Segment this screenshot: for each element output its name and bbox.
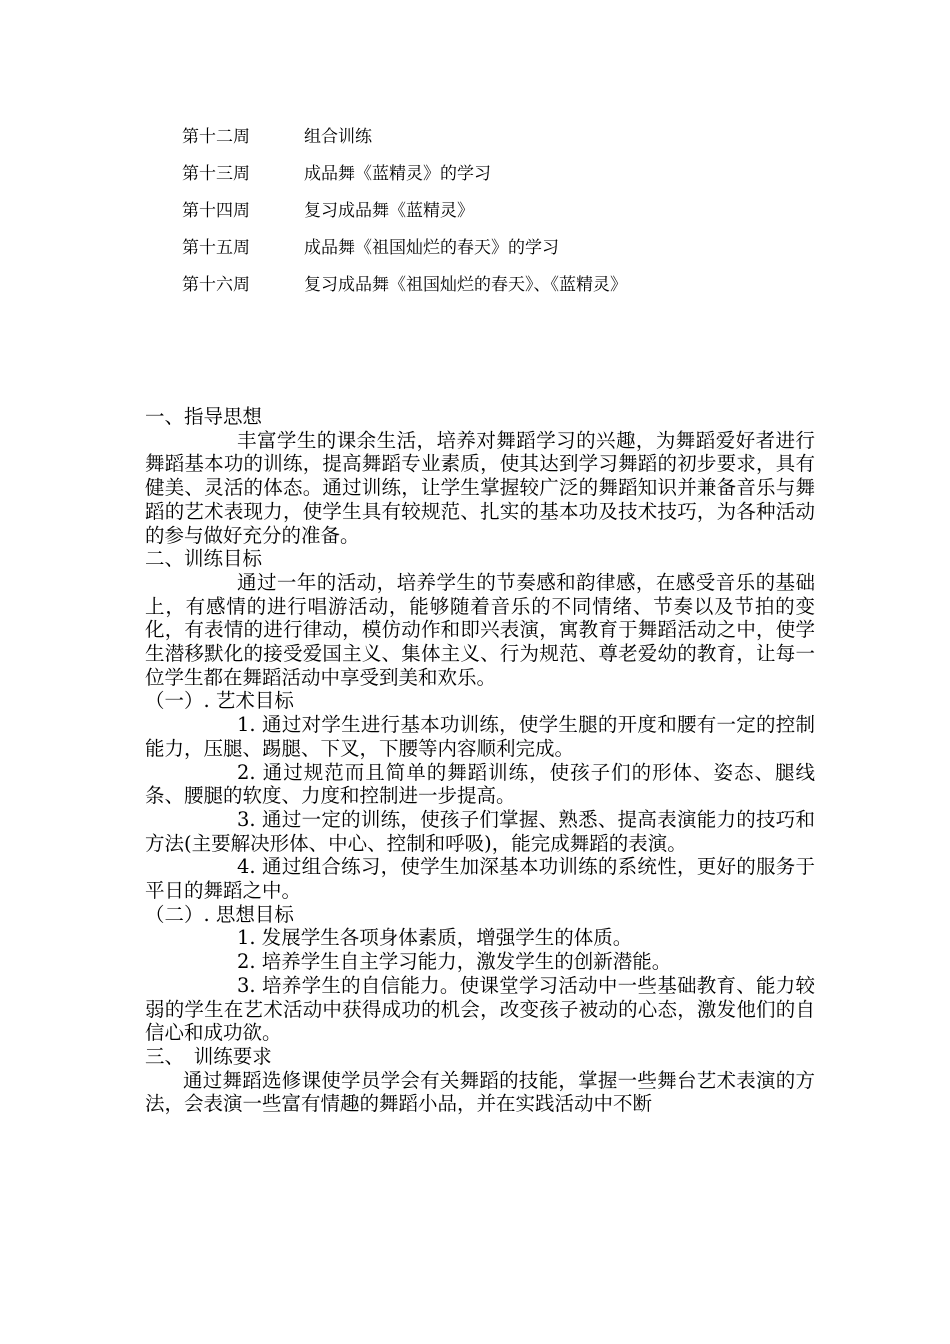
schedule-content: 复习成品舞《蓝精灵》 <box>304 201 474 221</box>
section-heading-goals: 二、训练目标 <box>145 547 263 571</box>
schedule-content: 成品舞《蓝精灵》的学习 <box>304 164 491 184</box>
schedule-row <box>182 161 627 198</box>
guiding-paragraph: 丰富学生的课余生活，培养对舞蹈学习的兴趣，为舞蹈爱好者进行舞蹈基本功的训练，提高舞蹈专业素质，使其达到学习舞蹈的初步要求，具有健美、灵活的体态。通过训练，让学生掌握较广泛的舞蹈知识并兼备音乐与舞蹈的艺术表现力，使学生具有较规范、扎实的基本功及技术技巧，为各种活动的参与做好充分的准备。 <box>145 428 815 547</box>
mind-goal-item: 1. 发展学生各项身体素质，增强学生的体质。 <box>237 926 633 950</box>
schedule-week: 第十五周 <box>182 238 250 258</box>
section-heading-guiding: 一、指导思想 <box>145 405 263 428</box>
section-heading-requirements: 三、 训练要求 <box>145 1044 272 1068</box>
art-goal-item: 1. 通过对学生进行基本功训练，使学生腿的开度和腰有一定的控制能力，压腿、踢腿、下叉，下腰等内容顺利完成。 <box>145 713 815 760</box>
document-body <box>145 405 815 1116</box>
mind-goals-heading: （二）. 思想目标 <box>145 902 294 926</box>
schedule-week: 第十六周 <box>182 275 250 295</box>
requirements-paragraph: 通过舞蹈选修课使学员学会有关舞蹈的技能，掌握一些舞台艺术表演的方法，会表演一些富有情趣的舞蹈小品，并在实践活动中不断 <box>145 1068 815 1116</box>
schedule-week: 第十四周 <box>182 201 250 221</box>
art-goal-item: 2. 通过规范而且简单的舞蹈训练，使孩子们的形体、姿态、腿线条、腰腿的软度、力度和控制进一步提高。 <box>145 760 815 808</box>
schedule-row <box>182 272 627 309</box>
mind-goal-item: 2. 培养学生自主学习能力，激发学生的创新潜能。 <box>237 950 672 974</box>
weekly-schedule <box>182 124 627 309</box>
mind-goal-item: 3. 培养学生的自信能力。使课堂学习活动中一些基础教育、能力较弱的学生在艺术活动中获得成功的机会，改变孩子被动的心态，激发他们的自信心和成功欲。 <box>145 973 815 1045</box>
schedule-content: 成品舞《祖国灿烂的春天》的学习 <box>304 238 559 258</box>
art-goal-item: 3. 通过一定的训练，使孩子们掌握、熟悉、提高表演能力的技巧和方法(主要解决形体、中心、控制和呼吸)，能完成舞蹈的表演。 <box>145 807 815 855</box>
schedule-content: 组合训练 <box>304 127 372 147</box>
schedule-content: 复习成品舞《祖国灿烂的春天》、《蓝精灵》 <box>304 275 627 295</box>
goals-paragraph: 通过一年的活动，培养学生的节奏感和韵律感，在感受音乐的基础上，有感情的进行唱游活动，能够随着音乐的不同情绪、节奏以及节拍的变化，有表情的进行律动，模仿动作和即兴表演，寓教育于舞蹈活动之中，使学生潜移默化的接受爱国主义、集体主义、行为规范、尊老爱幼的教育，让每一位学生都在舞蹈活动中享受到美和欢乐。 <box>145 570 815 689</box>
art-goals-heading: （一）. 艺术目标 <box>145 689 294 713</box>
art-goal-item: 4. 通过组合练习，使学生加深基本功训练的系统性，更好的服务于平日的舞蹈之中。 <box>145 855 815 903</box>
schedule-row <box>182 235 627 272</box>
schedule-week: 第十二周 <box>182 127 250 147</box>
schedule-row <box>182 124 627 161</box>
schedule-week: 第十三周 <box>182 164 250 184</box>
schedule-row <box>182 198 627 235</box>
